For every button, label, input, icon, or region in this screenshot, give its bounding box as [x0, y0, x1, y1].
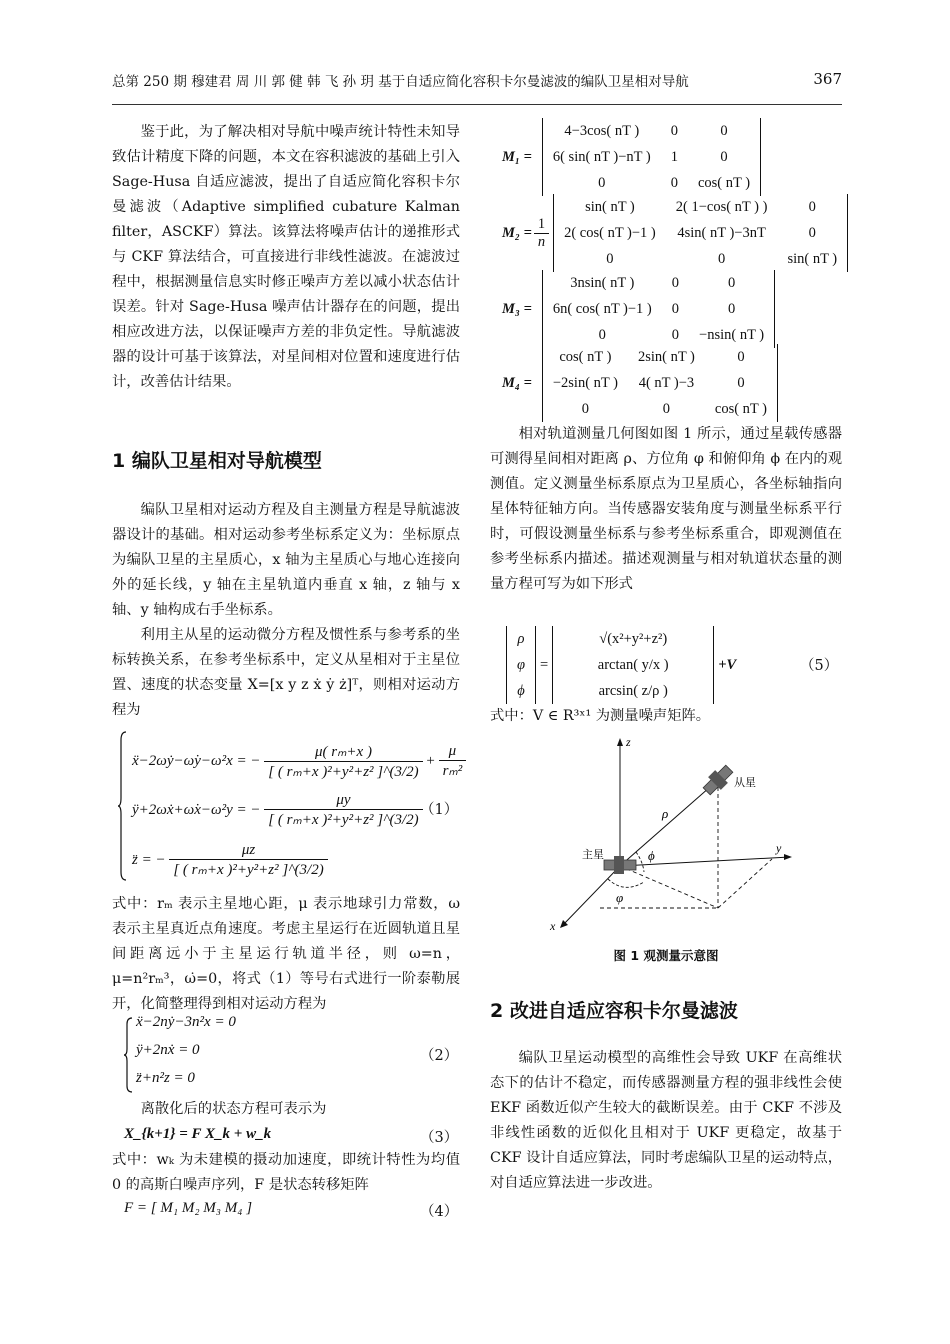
y-axis-label: y — [776, 841, 782, 855]
section-2-title: 2 改进自适应容积卡尔曼滤波 — [490, 1000, 738, 1022]
section-1-title: 1 编队卫星相对导航模型 — [112, 450, 322, 472]
x-axis-label: x — [550, 919, 556, 933]
running-header — [112, 70, 842, 90]
matrix-m2-label: M₂ = — [502, 224, 532, 241]
equation-1c-fraction — [169, 842, 327, 879]
equation-4-number: （4） — [420, 1204, 459, 1220]
equation-1a: ẍ−2ωẏ−ω̇y−ω²x = − $\frac{\text{μ( rₘ+x )}}{\text{[ ( rₘ+x )²+y²+z² ]\textasciicircum{}(3/2)}}$ + $\frac{\mu}{\text{rₘ²}}$ — [132, 742, 466, 781]
slave-label: 从星 — [734, 776, 756, 789]
m3-cell: 0 — [727, 274, 736, 291]
m3-cell: −nsin( nT ) — [699, 326, 765, 343]
right-section2-body — [490, 1046, 842, 1196]
equation-2-number: （2） — [420, 1048, 459, 1064]
m4-cell: −2sin( nT ) — [552, 374, 618, 391]
equation-1a-tail-denominator: rₘ² — [442, 763, 463, 779]
equation-1b-numerator: μy — [264, 792, 422, 810]
m1-cell: 0 — [670, 174, 678, 191]
m2-cell: 0 — [717, 250, 726, 267]
equation-3-number: （3） — [420, 1130, 459, 1146]
m3-cell: 3nsin( nT ) — [570, 274, 635, 291]
right-eq5-explanation — [490, 704, 842, 729]
matrix-m4-label: M₄ = — [502, 374, 532, 391]
m3-cell: 0 — [598, 326, 606, 343]
y-axis-arrow — [784, 854, 792, 860]
header-rule — [112, 104, 842, 105]
m1-cell: 0 — [720, 122, 728, 139]
y-axis — [620, 857, 790, 866]
m3-cell: 0 — [671, 326, 680, 343]
equation-1c-lhs: z̈ = − — [132, 851, 166, 868]
m1-cell: cos( nT ) — [697, 174, 751, 191]
elevation-arc — [636, 852, 644, 872]
m1-cell: 0 — [670, 122, 678, 139]
m2-cell: 2( cos( nT )−1 ) — [564, 224, 656, 241]
equation-1a-lhs: ẍ−2ωẏ−ω̇y−ω²x = − — [132, 752, 261, 769]
azimuth-label: φ — [616, 890, 624, 905]
m4-cell: 0 — [581, 400, 590, 417]
intro-text: 鉴于此，为了解决相对导航中噪声统计特性未知导致估计精度下降的问题，本文在容积滤波的基础上引入 Sage-Husa 自适应滤波，提出了自适应简化容积卡尔曼滤波（Adaptive simplified cubature Kalman filter，ASCKF）算法。该算法将噪声估计的递推形式与 CKF 算法结合，可直接进行非线性滤波。在滤波过程中，根据测量信息实时修正噪声方差以减小状态估计误差。针对 Sage-Husa 噪声估计器存在的问题，提出相应改进方法，以保证噪声方差的非负定性。导航滤波器的设计可基于该算法，对星间相对位置和速度进行估计，改善估计结果。 — [112, 124, 460, 390]
m3-cell: 6n( cos( nT )−1 ) — [552, 300, 652, 317]
eq5-lhs-rho: ρ — [517, 630, 525, 647]
m3-cell: 0 — [671, 274, 680, 291]
m4-cell: 4( nT )−3 — [638, 374, 695, 391]
left-eq3-explanation — [112, 1148, 460, 1198]
equation-1c — [132, 842, 328, 879]
projection-to-y — [718, 859, 772, 908]
m3-cell: 0 — [671, 300, 680, 317]
matrix-m2-factor — [534, 216, 549, 251]
matrix-m2 — [492, 194, 848, 272]
m2-factor-num: 1 — [534, 216, 549, 234]
m2-cell: 0 — [808, 198, 816, 215]
m4-cell: cos( nT ) — [714, 400, 767, 417]
equation-1a-fraction — [264, 742, 422, 781]
equation-1a-numerator: μ( rₘ+x ) — [264, 742, 422, 762]
equation-1a-tail-fraction — [439, 743, 467, 780]
eq5-lhs-phi: φ — [517, 656, 526, 673]
section2-text: 编队卫星运动模型的高维性会导致 UKF 在高维状态下的估计不稳定，而传感器测量方程的强非线性会使 EKF 函数近似产生较大的截断误差。由于 CKF 不涉及非线性函数的近似化且相对于 UKF 更稳定，故基于 CKF 设计自适应算法，同时考虑编队卫星的运动特点，对自适应算法进一步改进。 — [490, 1050, 842, 1191]
header-text: 总第 250 期 穆建君 周 川 郭 健 韩 飞 孙 玥 基于自适应简化容积卡尔曼滤波的编队卫星相对导航 — [112, 74, 689, 90]
range-line — [620, 780, 718, 866]
equation-2a: ẍ−2nẏ−3n²x = 0 — [136, 1014, 236, 1030]
equation-5-number: （5） — [800, 658, 839, 674]
m2-cell: 0 — [808, 224, 816, 241]
m4-cell: 0 — [662, 400, 671, 417]
left-section1-body — [112, 498, 460, 723]
azimuth-arc — [608, 879, 644, 887]
eq5-noise-term: +V — [718, 656, 737, 673]
eq5-explanation-text: 式中：V ∈ R³ˣ¹ 为测量噪声矩阵。 — [490, 708, 711, 724]
page-number: 367 — [813, 70, 842, 88]
m4-cell: cos( nT ) — [559, 348, 612, 365]
equation-3: X_{k+1} = F X_k + w_k — [124, 1126, 272, 1142]
elevation-label: ϕ — [648, 848, 655, 863]
m1-cell: 1 — [670, 148, 678, 165]
z-axis-arrow — [617, 738, 623, 746]
projection-ground — [620, 866, 718, 908]
equation-2c: z̈+n²z = 0 — [136, 1070, 195, 1086]
m3-cell: 0 — [727, 300, 736, 317]
left-intro-paragraph — [112, 120, 460, 395]
m2-cell: 0 — [606, 250, 614, 267]
left-discretization — [112, 1097, 460, 1122]
eq5-rhs-azimuth: arctan( y/x ) — [597, 656, 669, 673]
matrix-m1 — [492, 118, 761, 196]
matrix-m1-label: M₁ = — [502, 148, 532, 165]
equation-1a-tail-numerator: μ — [439, 743, 467, 761]
equation-1a-denominator: [ ( rₘ+x )²+y²+z² ]^(3/2) — [268, 764, 419, 780]
equation-1b-lhs: ÿ+2ωẋ+ω̇x−ω²y = − — [132, 801, 261, 818]
equation-1b-fraction — [264, 792, 422, 829]
m2-cell: sin( nT ) — [585, 198, 635, 215]
m2-cell: sin( nT ) — [787, 250, 838, 267]
m2-cell: 4sin( nT )−3nT — [677, 224, 766, 241]
eq5-rhs-elevation: arcsin( z/ρ ) — [598, 682, 668, 699]
eq1-explanation-text: 式中：rₘ 表示主星地心距，μ 表示地球引力常数，ω 表示主星真近点角速度。考虑主星运行在近圆轨道且星间距离远小于主星运行轨道半径，则 ω=n，μ=n²rₘ³，ω̇=0，将式（1）等号右式进行一阶泰勒展开，化简整理得到相对运动方程为 — [112, 896, 460, 1012]
rho-label: ρ — [662, 806, 669, 821]
left-eq1-explanation — [112, 892, 460, 1017]
equation-5: ρ φ ϕ = √(x²+y²+z²) arctan( y/x ) arcsin( z/ρ ) +V — [506, 626, 746, 704]
eq3-explanation-text: 式中：wₖ 为未建模的摄动加速度，即统计特性为均值 0 的高斯白噪声序列，F 是状态转移矩阵 — [112, 1152, 460, 1193]
x-axis — [562, 866, 620, 926]
equation-1c-numerator: μz — [169, 842, 327, 860]
master-label: 主星 — [582, 848, 604, 861]
equation-2b: ÿ+2nẋ = 0 — [136, 1042, 200, 1058]
figure-1-caption: 图 1 观测量示意图 — [613, 948, 719, 963]
z-axis-label: z — [626, 736, 631, 749]
right-measurement-paragraph — [490, 422, 842, 597]
matrix-m3 — [492, 270, 775, 348]
matrix-m4 — [492, 344, 778, 422]
equation-1b-denominator: [ ( rₘ+x )²+y²+z² ]^(3/2) — [268, 812, 419, 828]
equation-4: F = [ M₁ M₂ M₃ M₄ ] — [124, 1200, 253, 1216]
m4-cell: 0 — [737, 348, 745, 365]
equation-1-brace — [118, 730, 128, 882]
equation-1c-denominator: [ ( rₘ+x )²+y²+z² ]^(3/2) — [173, 862, 324, 878]
m1-cell: 0 — [720, 148, 728, 165]
state-variable-text: 利用主从星的运动微分方程及惯性系与参考系的坐标转换关系，在参考坐标系中，定义从星相对于主星位置、速度的状态变量 X=[x y z ẋ ẏ ż]ᵀ，则相对运动方程为 — [112, 627, 460, 718]
slave-satellite-icon — [700, 762, 735, 797]
coordinate-definition-text: 编队卫星相对运动方程及自主测量方程是导航滤波器设计的基础。相对运动参考坐标系定义为：坐标原点为编队卫星的主星质心，x 轴为主星质心与地心连接向外的延长线，y 轴在主星轨道内垂直 x 轴，z 轴与 x 轴、y 轴构成右手坐标系。 — [112, 502, 460, 618]
eq5-rhs-range: √(x²+y²+z²) — [599, 630, 668, 647]
m4-cell: 0 — [737, 374, 745, 391]
matrix-m3-label: M₃ = — [502, 300, 532, 317]
equation-2-brace — [124, 1016, 134, 1094]
m1-cell: 0 — [598, 174, 606, 191]
measurement-text: 相对轨道测量几何图如图 1 所示，通过星载传感器可测得星间相对距离 ρ、方位角 φ 和俯仰角 ϕ 在内的观测值。定义测量坐标系原点为卫星质心，各坐标轴指向星体特征轴方向。当传感器安装角度与测量坐标系平行时，可假设测量坐标系与参考坐标系重合，即观测值在参考坐标系内描述。描述观测量与相对轨道状态量的测量方程可写为如下形式 — [490, 426, 842, 592]
equation-1-number: （1） — [420, 802, 459, 818]
equation-1b — [132, 792, 423, 829]
eq5-lhs-theta: ϕ — [517, 682, 525, 699]
m1-cell: 6( sin( nT )−nT ) — [552, 148, 651, 165]
m4-cell: 2sin( nT ) — [637, 348, 695, 365]
figure-1-diagram — [540, 736, 820, 936]
m2-factor-den: n — [537, 233, 546, 250]
m1-cell: 4−3cos( nT ) — [564, 122, 640, 139]
discretization-text: 离散化后的状态方程可表示为 — [140, 1101, 327, 1117]
m2-cell: 2( 1−cos( nT ) ) — [675, 198, 768, 215]
master-satellite-icon — [604, 856, 636, 874]
